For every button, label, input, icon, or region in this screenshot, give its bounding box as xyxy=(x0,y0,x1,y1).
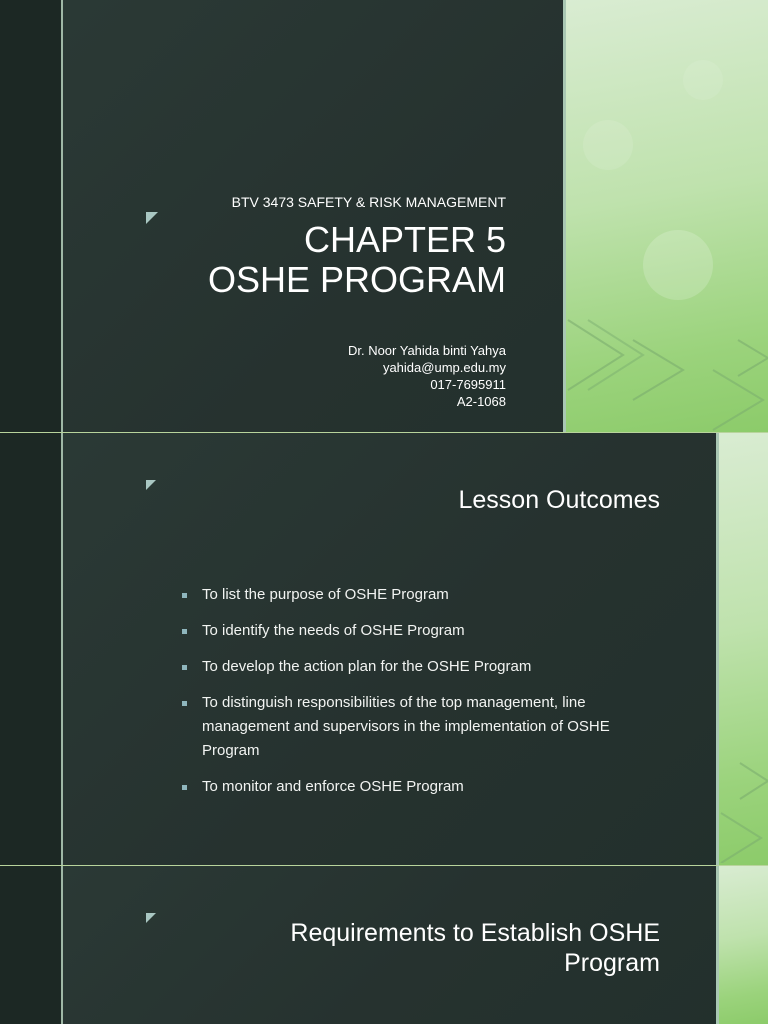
green-decor-panel xyxy=(716,433,768,865)
triangle-bullet-icon xyxy=(146,480,156,490)
author-name: Dr. Noor Yahida binti Yahya xyxy=(347,343,506,358)
chapter-name: OSHE PROGRAM xyxy=(207,259,506,300)
list-item: To list the purpose of OSHE Program xyxy=(180,583,640,607)
left-accent-line xyxy=(61,0,63,432)
author-phone: 017-7695911 xyxy=(430,377,506,392)
course-code: BTV 3473 SAFETY & RISK MANAGEMENT xyxy=(231,194,506,210)
chapter-number: CHAPTER 5 xyxy=(303,219,506,260)
list-item: To distinguish responsibilities of the top management, line management and supervisors in the implementation of OSHE Program xyxy=(180,691,640,763)
triangle-bullet-icon xyxy=(146,913,156,923)
bokeh-circle xyxy=(683,60,723,100)
chapter-title xyxy=(208,220,506,300)
chevron-decoration-icon xyxy=(716,753,768,863)
author-room: A2-1068 xyxy=(456,394,506,409)
left-accent-line xyxy=(61,433,63,865)
outcomes-list xyxy=(180,583,640,811)
square-bullet-icon xyxy=(182,593,187,598)
left-band xyxy=(0,866,61,1024)
title-slide xyxy=(0,0,768,432)
green-decor-panel xyxy=(716,866,768,1024)
green-decor-panel xyxy=(563,0,768,432)
author-email: yahida@ump.edu.my xyxy=(382,360,506,375)
slide-title: Lesson Outcomes xyxy=(458,486,660,514)
list-item: To identify the needs of OSHE Program xyxy=(180,619,640,643)
triangle-bullet-icon xyxy=(146,212,158,224)
list-item: To monitor and enforce OSHE Program xyxy=(180,775,640,799)
slide-title: Requirements to Establish OSHE Program xyxy=(290,919,660,977)
bokeh-circle xyxy=(583,120,633,170)
square-bullet-icon xyxy=(182,665,187,670)
left-accent-line xyxy=(61,866,63,1024)
chevron-decoration-icon xyxy=(563,300,768,432)
square-bullet-icon xyxy=(182,785,187,790)
list-item: To develop the action plan for the OSHE Program xyxy=(180,655,640,679)
left-band xyxy=(0,0,61,432)
square-bullet-icon xyxy=(182,701,187,706)
bokeh-circle xyxy=(643,230,713,300)
lesson-outcomes-slide xyxy=(0,433,768,865)
requirements-slide xyxy=(0,866,768,1024)
left-band xyxy=(0,433,61,865)
author-block xyxy=(348,342,506,410)
square-bullet-icon xyxy=(182,629,187,634)
